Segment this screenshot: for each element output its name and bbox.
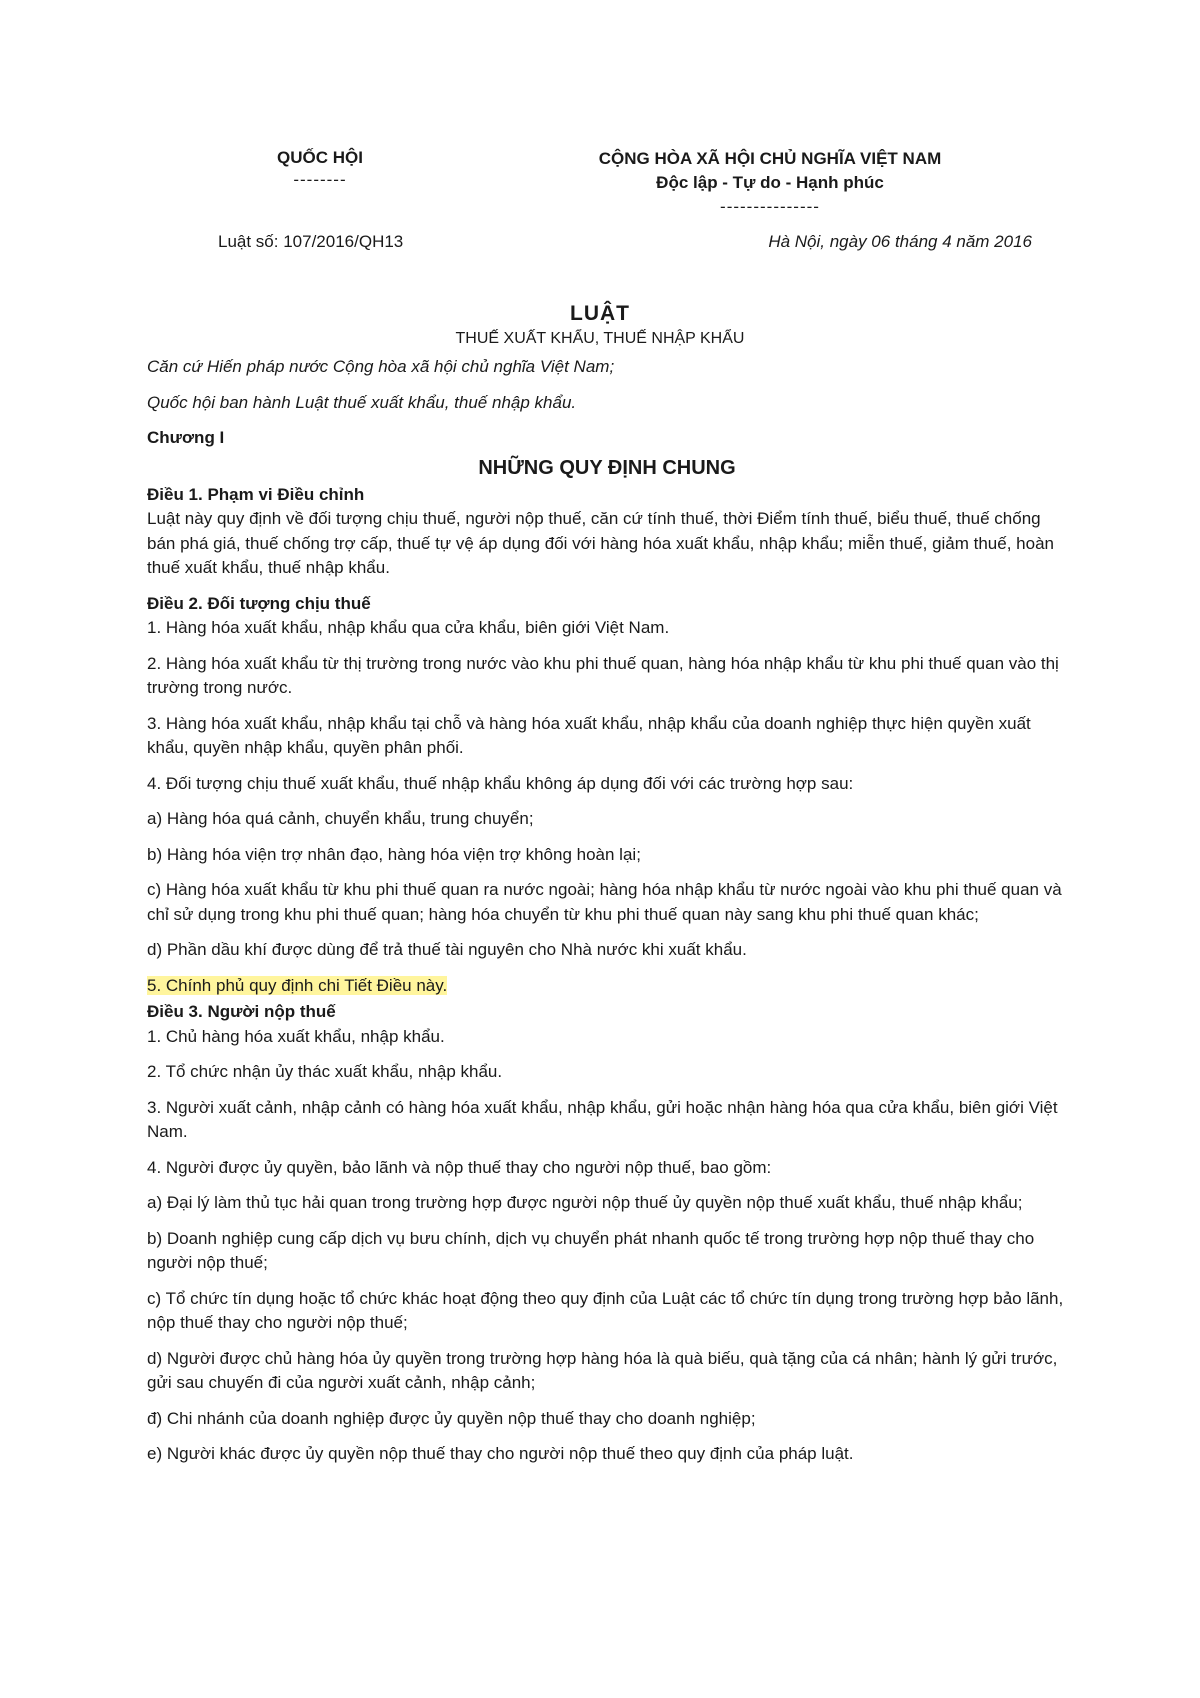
article-paragraph: Luật này quy định về đối tượng chịu thuế, người nộp thuế, căn cứ tính thuế, thời Điểm tính thuế, biểu thuế, thuế chống bán phá giá, thuế chống trợ cấp, thuế tự vệ áp dụng đối với hàng hóa xuất khẩu, nhập khẩu; miễn thuế, giảm thuế, hoàn thuế xuất khẩu, thuế nhập khẩu.: [147, 509, 1054, 577]
article-paragraph: c) Hàng hóa xuất khẩu từ khu phi thuế quan ra nước ngoài; hàng hóa nhập khẩu từ nước ngoài vào khu phi thuế quan và chỉ sử dụng trong khu phi thuế quan; hàng hóa chuyển từ khu phi thuế quan này sang khu phi thuế quan khác;: [147, 880, 1062, 924]
article-paragraph: 4. Đối tượng chịu thuế xuất khẩu, thuế nhập khẩu không áp dụng đối với các trường hợp sau:: [147, 773, 854, 793]
article-paragraph: 4. Người được ủy quyền, bảo lãnh và nộp thuế thay cho người nộp thuế, bao gồm:: [147, 1157, 772, 1177]
national-motto: Độc lập - Tự do - Hạnh phúc: [656, 173, 884, 192]
article-paragraph: 3. Người xuất cảnh, nhập cảnh có hàng hóa xuất khẩu, nhập khẩu, gửi hoặc nhận hàng hóa qua cửa khẩu, biên giới Việt Nam.: [147, 1097, 1058, 1141]
place-date: Hà Nội, ngày 06 tháng 4 năm 2016: [768, 232, 1032, 251]
highlighted-paragraph: [147, 974, 1067, 999]
article-paragraph: đ) Chi nhánh của doanh nghiệp được ủy quyền nộp thuế thay cho doanh nghiệp;: [147, 1408, 756, 1428]
article-paragraph: a) Hàng hóa quá cảnh, chuyển khẩu, trung chuyển;: [147, 809, 534, 828]
article-paragraph: c) Tổ chức tín dụng hoặc tổ chức khác hoạt động theo quy định của Luật các tổ chức tín dụng trong trường hợp bảo lãnh, nộp thuế thay cho người nộp thuế;: [147, 1288, 1064, 1332]
article-paragraph: 2. Tổ chức nhận ủy thác xuất khẩu, nhập khẩu.: [147, 1062, 503, 1081]
issuer-name: QUỐC HỘI: [277, 148, 363, 167]
article-paragraph: d) Phần dầu khí được dùng để trả thuế tài nguyên cho Nhà nước khi xuất khẩu.: [147, 940, 747, 959]
document-title: LUẬT: [570, 302, 630, 325]
article-paragraph: b) Hàng hóa viện trợ nhân đạo, hàng hóa viện trợ không hoàn lại;: [147, 844, 641, 864]
preamble-line: Căn cứ Hiến pháp nước Cộng hòa xã hội chủ nghĩa Việt Nam;: [147, 357, 615, 376]
article-paragraph: b) Doanh nghiệp cung cấp dịch vụ bưu chính, dịch vụ chuyển phát nhanh quốc tế trong trường hợp nộp thuế thay cho người nộp thuế;: [147, 1228, 1035, 1272]
article-paragraph: d) Người được chủ hàng hóa ủy quyền trong trường hợp hàng hóa là quà biếu, quà tặng của cá nhân; hành lý gửi trước, gửi sau chuyến đi của người xuất cảnh, nhập cảnh;: [147, 1348, 1058, 1392]
article-heading: Điều 1. Phạm vi Điều chỉnh: [147, 484, 365, 504]
national-motto-block: [560, 147, 980, 219]
preamble-line: Quốc hội ban hành Luật thuế xuất khẩu, thuế nhập khẩu.: [147, 392, 577, 412]
article-paragraph: 3. Hàng hóa xuất khẩu, nhập khẩu tại chỗ và hàng hóa xuất khẩu, nhập khẩu của doanh nghiệp thực hiện quyền xuất khẩu, quyền nhập khẩu, quyền phân phối.: [147, 713, 1031, 757]
highlight-mark: 5. Chính phủ quy định chi Tiết Điều này.: [147, 975, 448, 995]
document-body: [147, 355, 1067, 1478]
article-heading: Điều 2. Đối tượng chịu thuế: [147, 593, 371, 613]
article-paragraph: a) Đại lý làm thủ tục hải quan trong trường hợp được người nộp thuế ủy quyền nộp thuế xuất khẩu, thuế nhập khẩu;: [147, 1193, 1023, 1212]
issuer-block: [220, 147, 420, 191]
chapter-label: Chương I: [147, 428, 225, 447]
motto-separator: ---------------: [720, 197, 820, 216]
article-paragraph: 2. Hàng hóa xuất khẩu từ thị trường trong nước vào khu phi thuế quan, hàng hóa nhập khẩu từ khu phi thuế quan vào thị trường trong nước.: [147, 653, 1059, 697]
chapter-title: NHỮNG QUY ĐỊNH CHUNG: [478, 456, 736, 479]
article-paragraph: 1. Hàng hóa xuất khẩu, nhập khẩu qua cửa khẩu, biên giới Việt Nam.: [147, 618, 670, 637]
country-name: CỘNG HÒA XÃ HỘI CHỦ NGHĨA VIỆT NAM: [598, 149, 942, 168]
article-heading: Điều 3. Người nộp thuế: [147, 1002, 336, 1021]
article-paragraph: 1. Chủ hàng hóa xuất khẩu, nhập khẩu.: [147, 1026, 445, 1046]
document-subtitle: THUẾ XUẤT KHẨU, THUẾ NHẬP KHẨU: [455, 330, 745, 347]
issuer-separator: --------: [293, 170, 347, 189]
article-paragraph: e) Người khác được ủy quyền nộp thuế thay cho người nộp thuế theo quy định của pháp luật.: [147, 1444, 854, 1463]
law-number: Luật số: 107/2016/QH13: [218, 232, 404, 251]
